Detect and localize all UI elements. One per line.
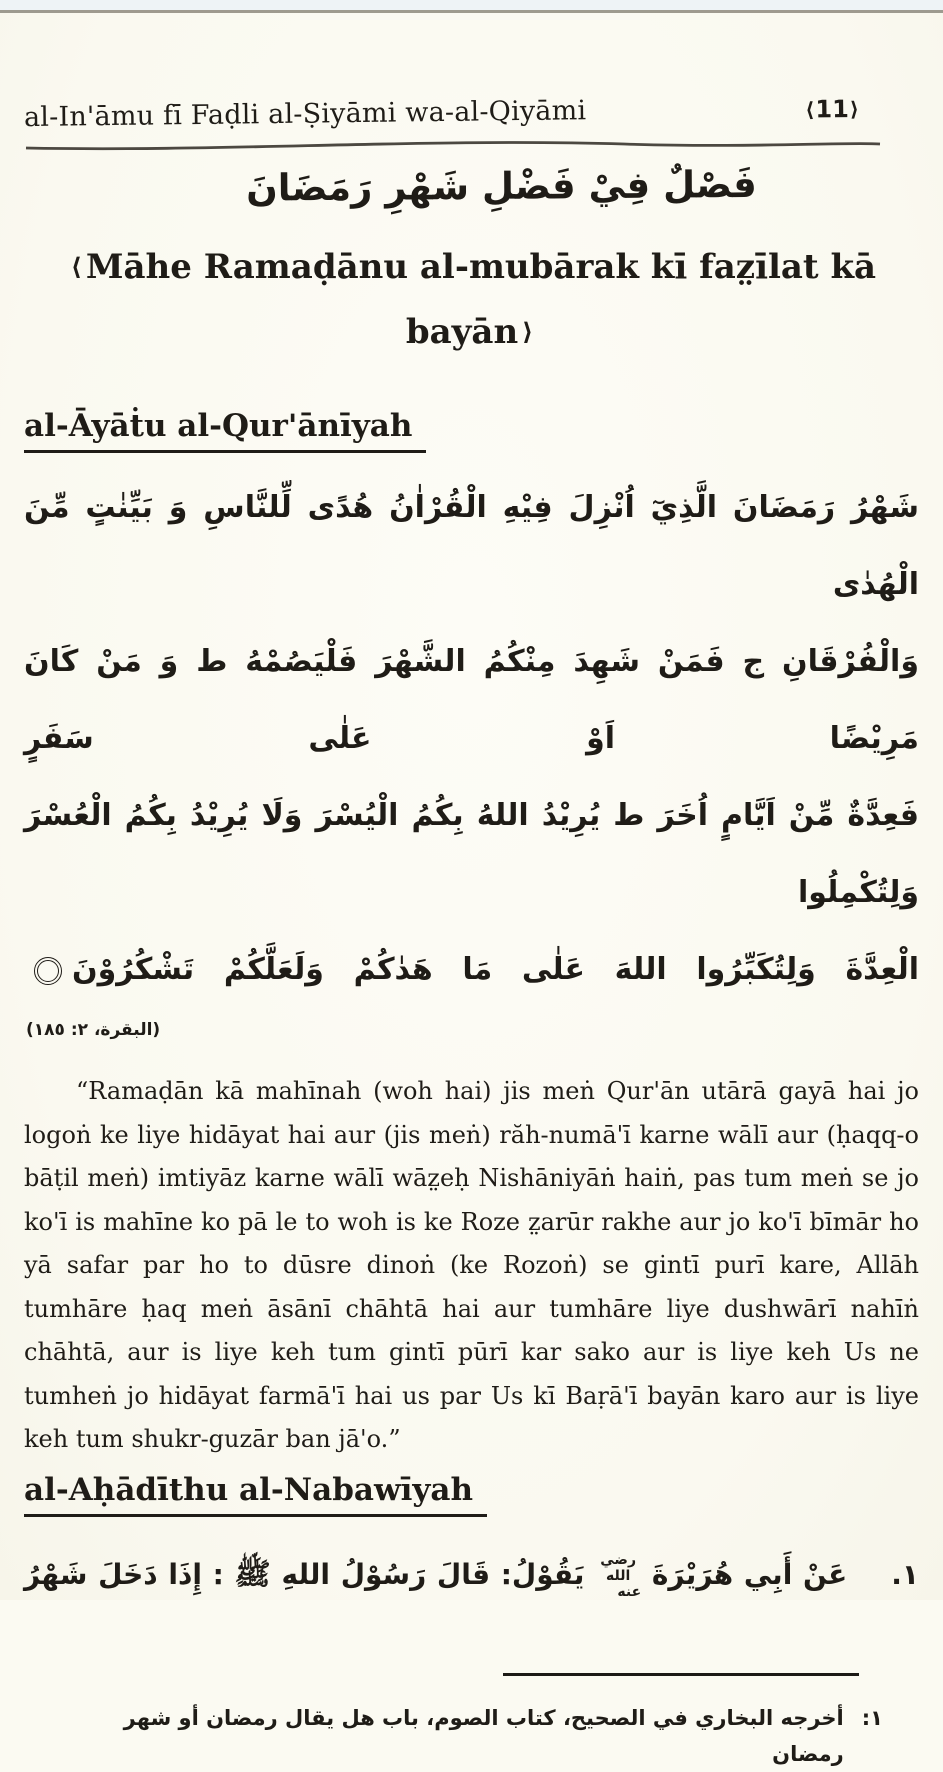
radiallahu-anhu-honorific: رضي الله عنه xyxy=(600,1551,642,1600)
translation-paragraph: “Ramaḍān kā mahīnah (woh hai) jis meṅ Qur'ān utārā gayā hai jo logoṅ ke liye hidāyat hai aur (jis meṅ) răh-numā'ī karne wālī aur (ḥaqq-o bāṭil meṅ) imtiyāz karne wālī wāz̤eḥ Nishāniyāṅ haiṅ, pas tum meṅ se jo ko'ī is mahīne ko pā le to woh is ke Roze z̤arūr rakhe aur jo ko'ī bīmār ho yā safar par ho to dūsre dinoṅ (ke Rozoṅ) se gintī purī kare, Allāh tumhāre ḥaq meṅ āsānī chāhtā hai aur tumhāre liye dushwārī nahīṅ chāhtā, aur is liye keh tum gintī pūrī kar sako aur is liye keh Us ne tumheṅ jo hidāyat farmā'ī hai us par Us kī Baṛā'ī bayān karo aur is liye keh tum shukr-guzār ban jā'o.” xyxy=(24,1077,919,1453)
quran-reference: (البقرة، ٢: ١٨٥) xyxy=(26,1020,161,1040)
quran-line-1-text: شَهْرُ رَمَضَانَ الَّذِيٓ اُنْزِلَ فِيْهِ الْقُرْاٰنُ هُدًى لِّلنَّاسِ وَ بَيِّنٰتٍ مِّنَ الْهُدٰى xyxy=(24,490,919,602)
quran-verse-block xyxy=(24,469,919,1008)
hadith-entry xyxy=(24,1549,919,1601)
footnote-text: أخرجه البخاري في الصحيح، كتاب الصوم، باب هل يقال رمضان أو شهر رمضان xyxy=(123,1705,844,1766)
hadith-text-after: : إِذَا دَخَلَ شَهْرُ xyxy=(24,1557,224,1591)
hadith-text xyxy=(24,1549,847,1601)
sallallahu-alayhi-wasallam-symbol: ﷺ xyxy=(234,1556,271,1592)
title-ornament-open: ⟨ xyxy=(70,253,82,281)
quran-line xyxy=(24,777,919,931)
hadith-text-middle: يَقُوْلُ: قَالَ رَسُوْلُ اللهِ xyxy=(281,1557,585,1591)
chapter-title-roman xyxy=(24,236,919,366)
scan-edge-line xyxy=(0,10,943,13)
running-header xyxy=(24,92,860,133)
title-ornament-close: ⟩ xyxy=(522,318,534,346)
section-heading-prophetic-hadiths xyxy=(24,1470,919,1517)
quran-line xyxy=(24,469,919,623)
chapter-title-line2 xyxy=(24,301,919,366)
page-number xyxy=(804,95,860,124)
footnote-separator xyxy=(503,1673,859,1676)
chapter-title-arabic: فَصْلٌ فِيْ فَضْلِ شَهْرِ رَمَضَانَ xyxy=(246,163,757,210)
quran-line xyxy=(24,931,919,1008)
section-heading-quranic-verses xyxy=(24,406,919,453)
quran-line-4-text: الْعِدَّةَ وَلِتُكَبِّرُوا اللهَ عَلٰى مَا هَدٰكُمْ وَلَعَلَّكُمْ تَشْكُرُوْنَ xyxy=(72,952,919,987)
quran-line-3-text: فَعِدَّةٌ مِّنْ اَيَّامٍ اُخَرَ ط يُرِيْدُ اللهُ بِكُمُ الْيُسْرَ وَلَا يُرِيْدُ بِكُمُ الْعُسْرَ وَلِتُكْمِلُوا xyxy=(24,798,919,910)
page-number-ornament-close: ⟩ xyxy=(849,96,860,122)
quran-line-2-text: وَالْفُرْقَانِ ج فَمَنْ شَهِدَ مِنْكُمُ الشَّهْرَ فَلْيَصُمْهُ ط وَ مَنْ كَانَ مَرِيْضًا اَوْ عَلٰى سَفَرٍ xyxy=(24,644,919,756)
section-heading-quranic-verses-text: al-Āyāṫu al-Qur'ānīyah xyxy=(24,406,426,453)
book-title-header: al-In'āmu fī Faḍli al-Ṣiyāmi wa-al-Qiyāmi xyxy=(23,95,587,134)
section-heading-prophetic-hadiths-text: al-Aḥādīthu al-Nabawīyah xyxy=(24,1470,487,1517)
page-content xyxy=(0,13,943,1772)
scan-edge-strip xyxy=(0,0,943,10)
page-number-ornament-open: ⟨ xyxy=(805,97,815,122)
ayah-end-ornament xyxy=(34,957,62,985)
hadith-text-before: عَنْ أَبِي هُرَيْرَةَ xyxy=(651,1557,848,1591)
quran-line xyxy=(24,623,919,777)
hadith-number: ١. xyxy=(891,1557,919,1591)
footnote-number: ١: xyxy=(861,1705,883,1730)
chapter-title-line1-text: Māhe Ramaḍānu al-mubārak kī faz̤īlat kā xyxy=(85,247,877,287)
page-number-value: 11 xyxy=(815,95,850,124)
chapter-title-line1 xyxy=(24,236,919,301)
chapter-title-line2-text: bayān xyxy=(405,312,519,352)
header-rule xyxy=(24,136,882,152)
footnote xyxy=(24,1700,919,1772)
